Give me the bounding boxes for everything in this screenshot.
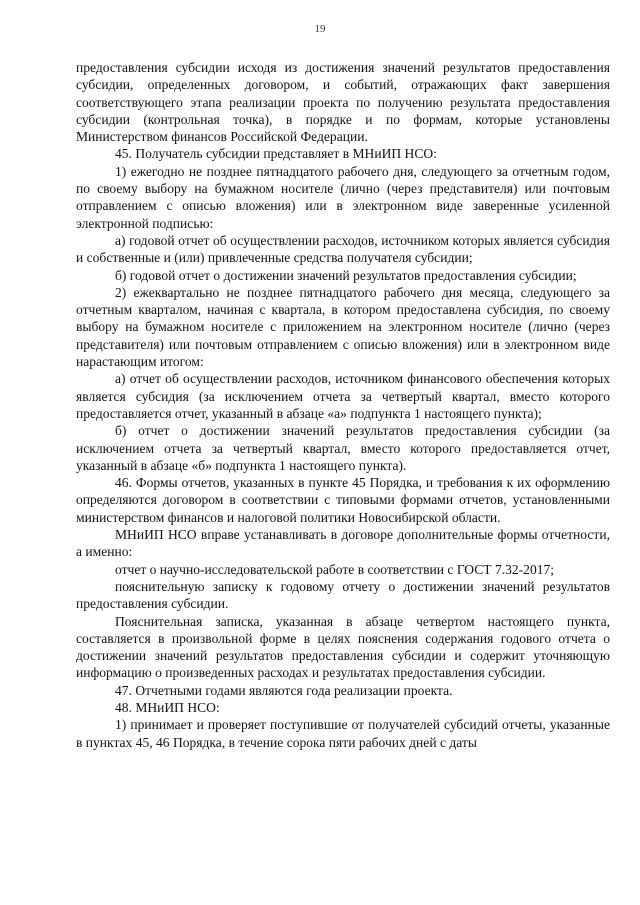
document-body: [76, 59, 610, 751]
paragraph: 46. Формы отчетов, указанных в пункте 45 Порядка, и требования к их оформлению определяются договором в соответствии с типовыми формами отчетов, установленными министерством финансов и налоговой политики Новосибирской области.: [76, 475, 610, 525]
paragraph: 47. Отчетными годами являются года реализации проекта.: [115, 682, 453, 698]
paragraph: 2) ежеквартально не позднее пятнадцатого рабочего дня месяца, следующего за отчетным кварталом, начиная с квартала, в котором предоставлена субсидия, по своему выбору на бумажном носителе с приложением на электронном носителе (лично (через представителя) или почтовым отправлением с описью вложения) или в электронном виде нарастающим итогом:: [76, 284, 610, 370]
paragraph: 1) ежегодно не позднее пятнадцатого рабочего дня, следующего за отчетным годом, по своему выбору на бумажном носителе (лично (через представителя) или почтовым отправлением с описью вложения) или в электронном виде заверенные усиленной электронной подписью:: [76, 163, 610, 231]
paragraph: отчет о научно-исследовательской работе в соответствии с ГОСТ 7.32-2017;: [115, 561, 555, 577]
paragraph: пояснительную записку к годовому отчету о достижении значений результатов предоставления субсидии.: [76, 578, 610, 612]
paragraph: а) отчет об осуществлении расходов, источником финансового обеспечения которых является субсидия (за исключением отчета за четвертый квартал, вместо которого предоставляется отчет, указанный в абзаце «а» подпункта 1 настоящего пункта);: [76, 371, 610, 421]
paragraph: б) годовой отчет о достижении значений результатов предоставления субсидии;: [115, 267, 577, 283]
paragraph: 1) принимает и проверяет поступившие от получателей субсидий отчеты, указанные в пунктах 45, 46 Порядка, в течение сорока пяти рабочих дней с даты: [76, 717, 610, 750]
paragraph: Пояснительная записка, указанная в абзаце четвертом настоящего пункта, составляется в произвольной форме в целях пояснения содержания годового отчета о достижении значений результатов предоставления субсидии и содержит уточняющую информацию о произведенных расходах и результатах предоставления субсидии.: [76, 613, 610, 681]
paragraph: МНиИП НСО вправе устанавливать в договоре дополнительные формы отчетности, а именно:: [76, 527, 610, 560]
paragraph: 45. Получатель субсидии представляет в МНиИП НСО:: [115, 146, 437, 162]
paragraph: 48. МНиИП НСО:: [115, 699, 220, 715]
page-number: 19: [314, 23, 326, 35]
paragraph: предоставления субсидии исходя из достижения значений результатов предоставления субсидии, определенных договором, и событий, отражающих факт завершения соответствующего этапа реализации проекта по получению результата предоставления субсидии (контрольная точка), в порядке и по формам, которые установлены Министерством финансов Российской Федерации.: [76, 60, 610, 145]
paragraph: б) отчет о достижении значений результатов предоставления субсидии (за исключением отчета за четвертый квартал, вместо которого предоставляется отчет, указанный в абзаце «б» подпункта 1 настоящего пункта).: [76, 423, 610, 473]
paragraph: а) годовой отчет об осуществлении расходов, источником которых является субсидия и собственные и (или) привлеченные средства получателя субсидии;: [76, 232, 610, 266]
